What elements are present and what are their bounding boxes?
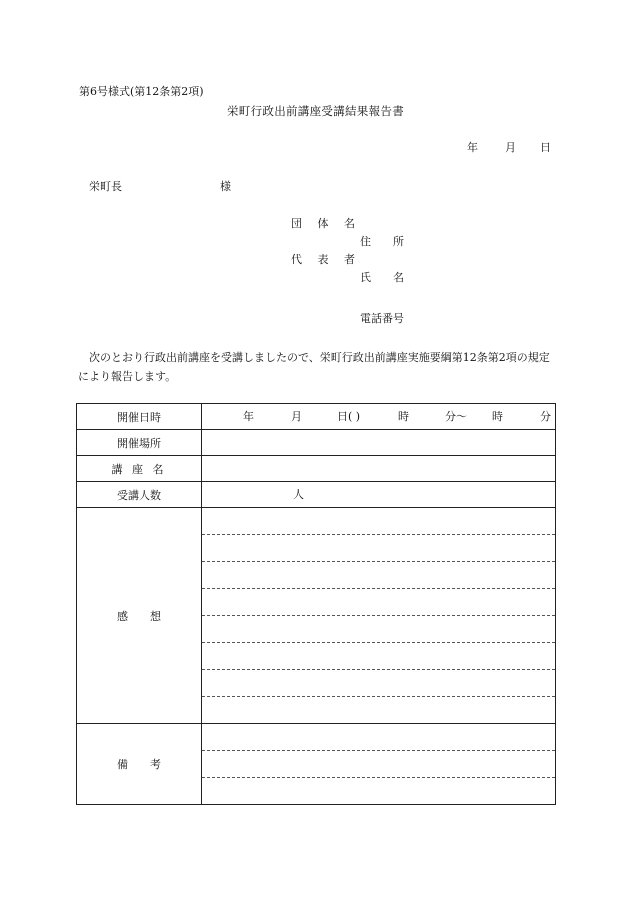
date-time-label: 開催日時	[77, 404, 202, 430]
person-name-label: 氏 名	[360, 271, 404, 284]
course-name-field[interactable]	[202, 456, 556, 482]
remarks-field[interactable]	[202, 724, 556, 805]
table-row	[77, 404, 556, 430]
dt-minute-end-unit: 分	[540, 410, 551, 423]
attendees-field[interactable]	[202, 482, 556, 508]
table-row	[77, 456, 556, 482]
dt-day-weekday-unit: 日( )	[337, 410, 361, 423]
table-row	[77, 482, 556, 508]
impressions-field[interactable]	[202, 508, 556, 724]
table-row	[77, 508, 556, 724]
document-title: 栄町行政出前講座受講結果報告書	[227, 104, 404, 118]
venue-label: 開催場所	[77, 430, 202, 456]
addressee-name: 栄町長	[89, 180, 122, 193]
address-label: 住 所	[360, 235, 404, 248]
table-row	[77, 724, 556, 805]
addressee-honorific: 様	[220, 180, 231, 193]
date-month-label: 月	[505, 141, 516, 154]
table-row	[77, 430, 556, 456]
course-name-label: 講 座 名	[77, 456, 202, 482]
dt-month-unit: 月	[291, 410, 302, 423]
date-year-label: 年	[467, 141, 478, 154]
report-table	[76, 403, 556, 805]
dt-minute-start-unit: 分～	[445, 410, 467, 423]
dt-year-unit: 年	[243, 410, 254, 423]
attendees-label: 受講人数	[77, 482, 202, 508]
venue-field[interactable]	[202, 430, 556, 456]
remarks-label: 備 考	[77, 724, 202, 805]
representative-label: 代 表 者	[291, 253, 361, 266]
phone-number-label: 電話番号	[360, 312, 404, 325]
report-statement: 次のとおり行政出前講座を受講しましたので、栄町行政出前講座実施要綱第12条第2項の規定により報告します。	[78, 351, 550, 383]
dt-hour-start-unit: 時	[398, 410, 409, 423]
attendees-unit: 人	[293, 488, 304, 501]
impressions-label: 感 想	[77, 508, 202, 724]
date-day-label: 日	[540, 141, 551, 154]
dt-hour-end-unit: 時	[492, 410, 503, 423]
organization-name-label: 団 体 名	[291, 217, 361, 230]
form-number: 第6号様式(第12条第2項)	[79, 85, 204, 98]
date-time-field[interactable]	[202, 404, 556, 430]
